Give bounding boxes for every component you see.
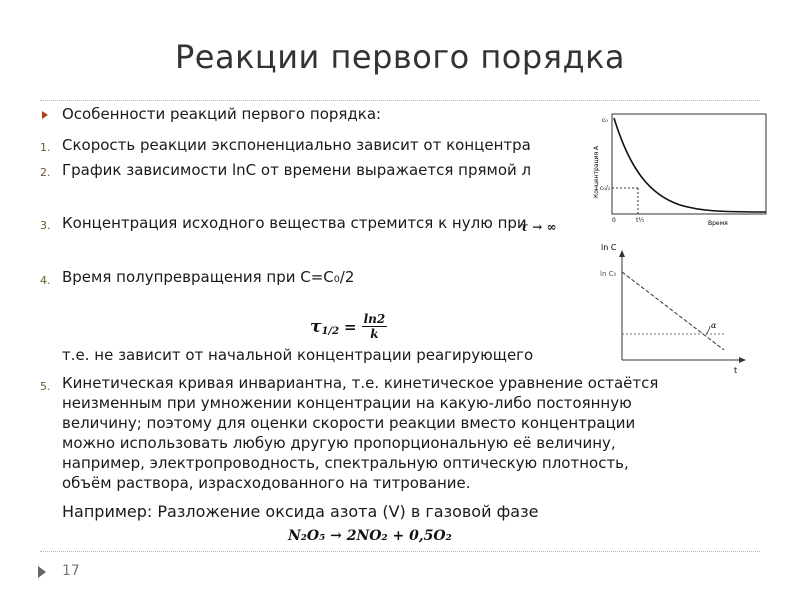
graph1-x-tick-zero: 0	[612, 217, 616, 224]
example-text: Например: Разложение оксида азота (V) в газовой фазе	[62, 502, 539, 521]
item-number: 3.	[40, 219, 51, 232]
item-text: Время полупревращения при С=С₀/2	[62, 268, 355, 286]
item-text: Скорость реакции экспоненциально зависит от концентра	[62, 136, 531, 154]
bullet-icon	[42, 111, 48, 119]
graph1-xlabel: Время	[708, 220, 728, 227]
angle-arc	[706, 326, 710, 334]
item-text-line: неизменным при умножении концентрации на какую-либо постоянную	[62, 394, 632, 412]
graph2-y-tick: ln C₀	[600, 270, 617, 278]
item-text-line: Кинетическая кривая инвариантна, т.е. кинетическое уравнение остаётся	[62, 374, 659, 392]
divider-top	[40, 100, 760, 101]
formula-eq: =	[344, 317, 357, 336]
item-number: 5.	[40, 380, 51, 393]
divider-bottom	[40, 551, 760, 552]
graph2-y-arrow-icon	[619, 250, 625, 257]
graph2-angle-label: α	[711, 321, 717, 330]
graph2-x-arrow-icon	[739, 357, 746, 363]
slide-title: Реакции первого порядка	[174, 38, 625, 76]
item-number: 4.	[40, 274, 51, 287]
page-marker-icon	[38, 566, 46, 578]
reaction-formula: N₂O₅ → 2NO₂ + 0,5O₂	[288, 528, 452, 544]
formula-tau-sub: 1/2	[321, 326, 340, 337]
graph2-ylabel: ln C	[601, 243, 617, 252]
item-text: Концентрация исходного вещества стремится к нулю при	[62, 214, 527, 232]
formula-denominator: k	[370, 327, 379, 341]
graph1-ylabel: Концентрация А	[593, 145, 600, 198]
formula-numerator: ln2	[363, 312, 386, 326]
lnc-time-graph	[596, 242, 752, 376]
list-heading: Особенности реакций первого порядка:	[62, 105, 382, 123]
half-life-formula	[310, 312, 387, 341]
item-note: т.е. не зависит от начальной концентрации реагирующего	[62, 346, 534, 364]
formula-tau: τ	[310, 316, 322, 337]
item-text-line: например, электропроводность, спектральную оптическую плотность,	[62, 454, 629, 472]
graph1-y-tick-mid: c₀/₂	[600, 185, 611, 192]
item-text-line: объём раствора, израсходованного на титрование.	[62, 474, 471, 492]
item-text-line: можно использовать любую другую пропорциональную её величину,	[62, 434, 616, 452]
graph1-y-tick-top: c₀	[602, 117, 608, 124]
item-text: График зависимости lnC от времени выражается прямой л	[62, 161, 532, 179]
graph1-x-tick-half: t½	[636, 217, 645, 224]
item-number: 2.	[40, 166, 51, 179]
graph1-frame	[612, 114, 766, 214]
limit-formula: τ → ∞	[520, 220, 557, 234]
graph2-xlabel: t	[734, 366, 738, 375]
concentration-time-graph	[590, 110, 770, 230]
page-number: 17	[62, 563, 80, 579]
lnc-line	[622, 272, 724, 350]
item-number: 1.	[40, 141, 51, 154]
item-text-line: величину; поэтому для оценки скорости реакции вместо концентрации	[62, 414, 636, 432]
